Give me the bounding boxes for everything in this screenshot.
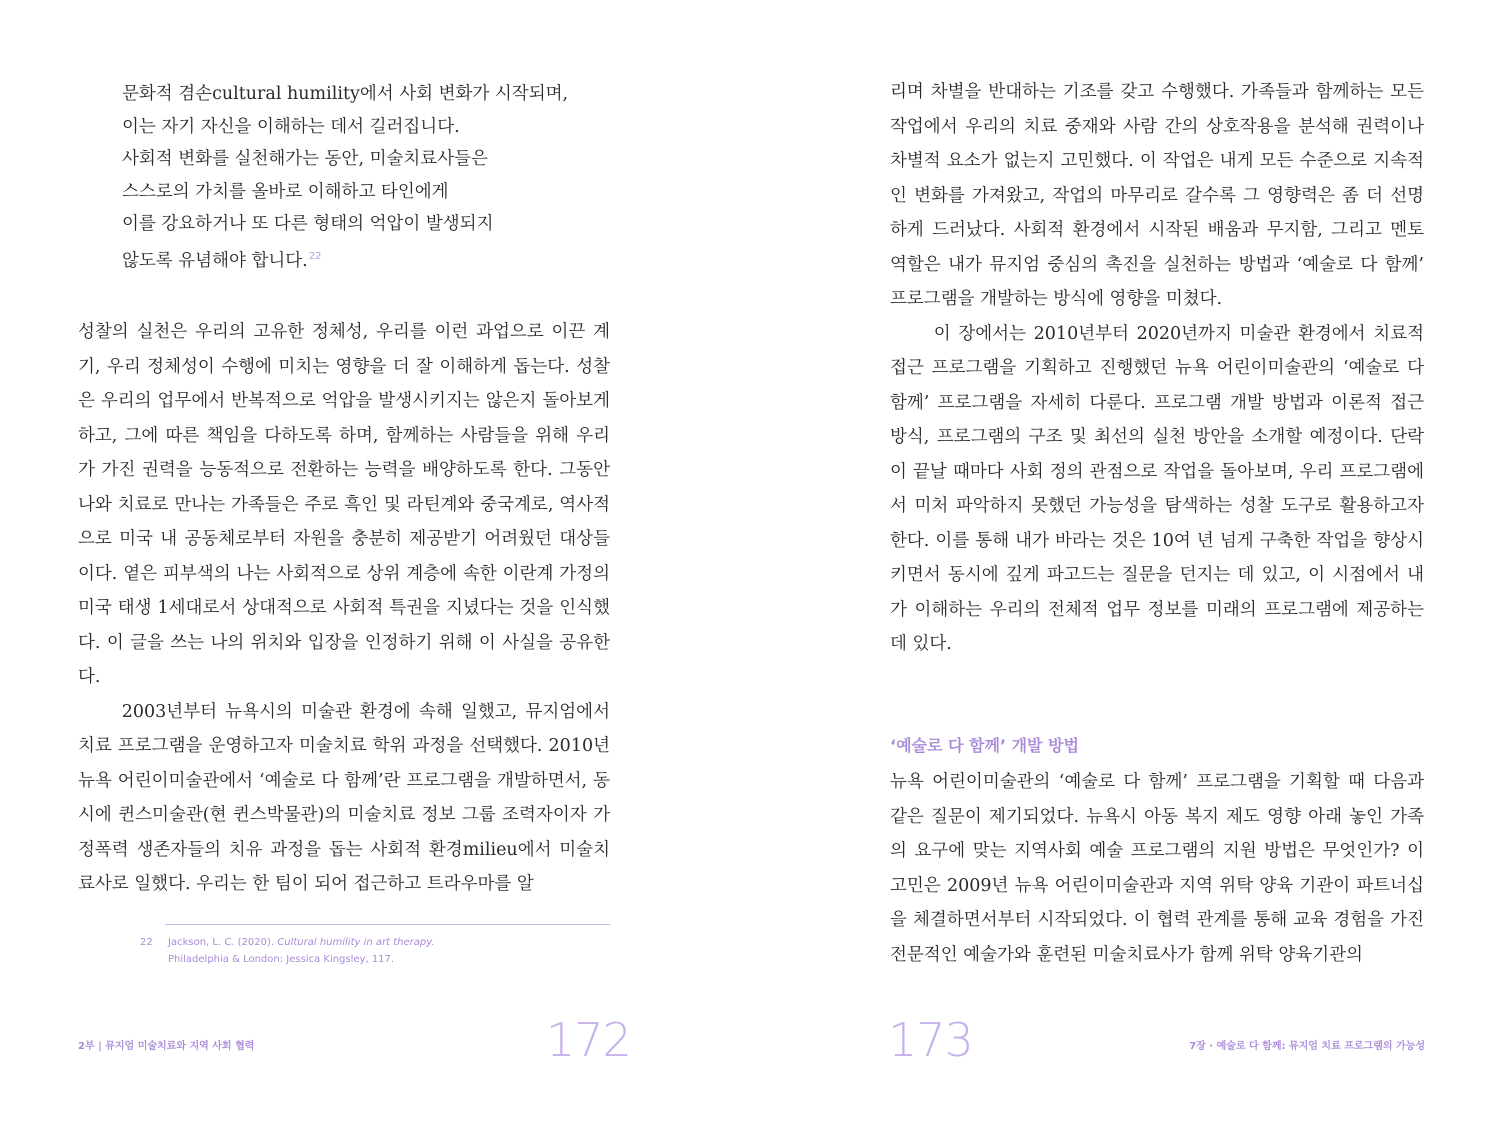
section-heading: ‘예술로 다 함께’ 개발 방법	[890, 736, 1079, 755]
quote-line: 사회적 변화를 실천해가는 동안, 미술치료사들은	[122, 149, 488, 169]
running-head-left: 2부 | 뮤지엄 미술치료와 지역 사회 협력	[78, 1041, 255, 1052]
section-body-text	[890, 765, 1424, 972]
right-page	[750, 0, 1500, 1125]
paragraph: 2003년부터 뉴욕시의 미술관 환경에 속해 일했고, 뮤지엄에서 치료 프로그램을 운영하고자 미술치료 학위 과정을 선택했다. 2010년 뉴욕 어린이미술관에서 ‘예술로 다 함께’란 프로그램을 개발하면서, 동시에 퀸스미술관(현 퀸스박물관)의 미술치료 정보 그룹 조력자이자 가정폭력 생존자들의 치유 과정을 돕는 사회적 환경milieu에서 미술치료사로 일했다. 우리는 한 팀이 되어 접근하고 트라우마를 알	[78, 701, 610, 894]
quote-line: 문화적 겸손cultural humility에서 사회 변화가 시작되며,	[122, 84, 569, 104]
page-number-right: 173	[888, 1013, 973, 1067]
footnote-reference[interactable]: 22	[308, 250, 322, 262]
paragraph: 이 장에서는 2010년부터 2020년까지 미술관 환경에서 치료적 접근 프로그램을 기획하고 진행했던 뉴욕 어린이미술관의 ‘예술로 다 함께’ 프로그램을 자세히 다룬다. 프로그램 개발 방법과 이론적 접근 방식, 프로그램의 구조 및 최선의 실천 방안을 소개할 예정이다. 단락이 끝날 때마다 사회 정의 관점으로 작업을 돌아보며, 우리 프로그램에서 미처 파악하지 못했던 가능성을 탐색하는 성찰 도구로 활용하고자 한다. 이를 통해 내가 바라는 것은 10여 년 넘게 구축한 작업을 향상시키면서 동시에 깊게 파고드는 질문을 던지는 데 있고, 이 시점에서 내가 이해하는 우리의 전체적 업무 정보를 미래의 프로그램에 제공하는 데 있다.	[890, 323, 1424, 654]
quote-line-text: 않도록 유념해야 합니다.	[122, 250, 308, 271]
paragraph: 성찰의 실천은 우리의 고유한 정체성, 우리를 이런 과업으로 이끈 계기, 우리 정체성이 수행에 미치는 영향을 더 잘 이해하게 돕는다. 성찰은 우리의 업무에서 반복적으로 억압을 발생시키지는 않은지 돌아보게 하고, 그에 따른 책임을 다하도록 하며, 함께하는 사람들을 위해 우리가 가진 권력을 능동적으로 전환하는 능력을 배양하도록 한다. 그동안 나와 치료로 만나는 가족들은 주로 흑인 및 라틴계와 중국계로, 역사적으로 미국 내 공동체로부터 자원을 충분히 제공받기 어려웠던 대상들이다. 옅은 피부색의 나는 사회적으로 상위 계층에 속한 이란계 가정의 미국 태생 1세대로서 상대적으로 사회적 특권을 지녔다는 것을 인식했다. 이 글을 쓰는 나의 위치와 입장을 인정하기 위해 이 사실을 공유한다.	[78, 322, 610, 687]
right-body-text	[890, 75, 1424, 662]
footnote-divider	[165, 924, 610, 925]
quote-line-last	[122, 241, 592, 278]
quote-line: 이는 자기 자신을 이해하는 데서 길러집니다.	[122, 116, 460, 137]
footnote-publisher: Philadelphia & London: Jessica Kingsley, 117.	[168, 954, 395, 965]
footnote-citation	[168, 934, 435, 968]
footnote-title: Cultural humility in art therapy.	[277, 937, 435, 948]
page-number-left: 172	[546, 1013, 631, 1067]
footnote-author: Jackson, L. C. (2020).	[168, 937, 278, 948]
paragraph: 뉴욕 어린이미술관의 ‘예술로 다 함께’ 프로그램을 기획할 때 다음과 같은 질문이 제기되었다. 뉴욕시 아동 복지 제도 영향 아래 놓인 가족의 요구에 맞는 지역사회 예술 프로그램의 지원 방법은 무엇인가? 이 고민은 2009년 뉴욕 어린이미술관과 지역 위탁 양육 기관이 파트너십을 체결하면서부터 시작되었다. 이 협력 관계를 통해 교육 경험을 가진 전문적인 예술가와 훈련된 미술치료사가 함께 위탁 양육기관의	[890, 772, 1424, 965]
quote-line: 이를 강요하거나 또 다른 형태의 억압이 발생되지	[122, 214, 494, 234]
left-body-text	[78, 315, 610, 902]
quote-line: 스스로의 가치를 올바로 이해하고 타인에게	[122, 181, 449, 202]
paragraph: 리며 차별을 반대하는 기조를 갖고 수행했다. 가족들과 함께하는 모든 작업에서 우리의 치료 중재와 사람 간의 상호작용을 분석해 권력이나 차별적 요소가 없는지 고민했다. 이 작업은 내게 모든 수준으로 지속적인 변화를 가져왔고, 작업의 마무리로 갈수록 그 영향력은 좀 더 선명하게 드러났다. 사회적 환경에서 시작된 배움과 무지함, 그리고 멘토 역할은 내가 뮤지엄 중심의 촉진을 실천하는 방법과 ‘예술로 다 함께’ 프로그램을 개발하는 방식에 영향을 미쳤다.	[890, 82, 1424, 309]
footnote-number: 22	[140, 937, 153, 948]
block-quote	[122, 78, 592, 277]
running-head-right: 7장 · 예술로 다 함께: 뮤지엄 치료 프로그램의 가능성	[1189, 1041, 1425, 1052]
